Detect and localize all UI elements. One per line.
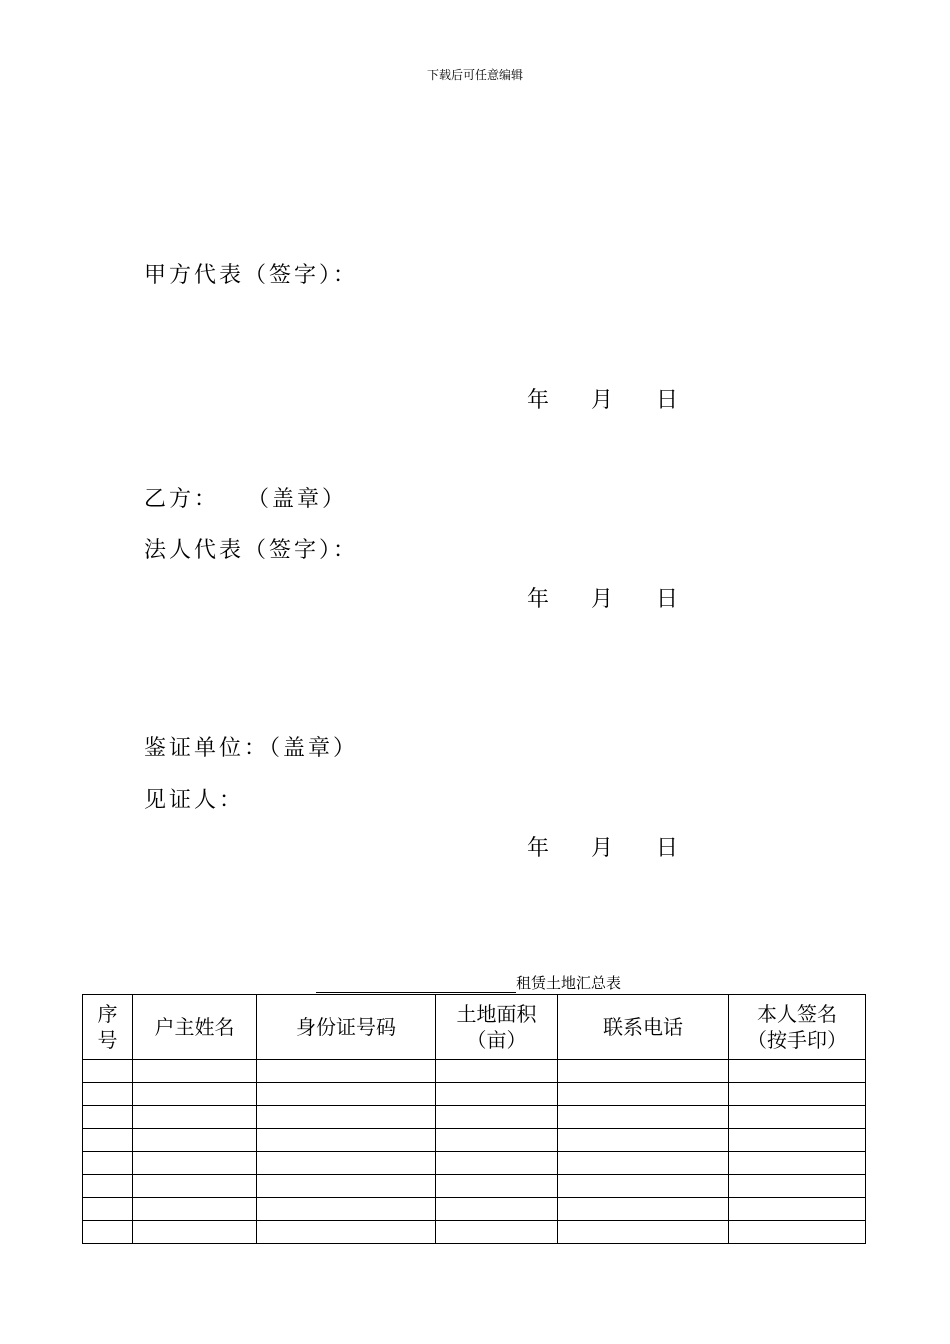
date-month: 月	[591, 836, 614, 861]
date-year: 年	[527, 587, 550, 612]
table-cell[interactable]	[83, 1152, 133, 1175]
table-cell[interactable]	[133, 1221, 257, 1244]
table-cell[interactable]	[558, 1083, 729, 1106]
table-cell[interactable]	[558, 1060, 729, 1083]
date-month: 月	[591, 587, 614, 612]
table-row	[83, 1083, 866, 1106]
table-cell[interactable]	[558, 1221, 729, 1244]
table-cell[interactable]	[83, 1175, 133, 1198]
table-cell[interactable]	[257, 1060, 436, 1083]
table-cell[interactable]	[558, 1129, 729, 1152]
table-cell[interactable]	[257, 1221, 436, 1244]
table-cell[interactable]	[436, 1083, 558, 1106]
table-title-blank-underline	[316, 975, 516, 993]
table-row	[83, 1198, 866, 1221]
table-cell[interactable]	[729, 1198, 866, 1221]
table-row	[83, 1060, 866, 1083]
table-cell[interactable]	[436, 1060, 558, 1083]
table-cell[interactable]	[83, 1060, 133, 1083]
date-line-witness	[0, 831, 950, 861]
table-cell[interactable]	[83, 1221, 133, 1244]
table-cell[interactable]	[436, 1106, 558, 1129]
date-year: 年	[527, 836, 550, 861]
table-cell[interactable]	[133, 1060, 257, 1083]
table-cell[interactable]	[729, 1129, 866, 1152]
table-row	[83, 1129, 866, 1152]
table-cell[interactable]	[436, 1175, 558, 1198]
table-row	[83, 1221, 866, 1244]
table-cell[interactable]	[133, 1083, 257, 1106]
party-b-label: 乙方： （盖章）	[144, 487, 348, 512]
header-signature: 本人签名 （按手印）	[729, 995, 866, 1060]
header-id-number: 身份证号码	[257, 995, 436, 1060]
table-cell[interactable]	[257, 1198, 436, 1221]
table-cell[interactable]	[729, 1060, 866, 1083]
header-phone: 联系电话	[558, 995, 729, 1060]
table-cell[interactable]	[729, 1106, 866, 1129]
table-cell[interactable]	[436, 1198, 558, 1221]
land-lease-summary-table	[82, 994, 866, 1244]
table-row	[83, 1152, 866, 1175]
table-row	[83, 1175, 866, 1198]
table-cell[interactable]	[257, 1083, 436, 1106]
table-cell[interactable]	[133, 1129, 257, 1152]
table-cell[interactable]	[257, 1152, 436, 1175]
table-cell[interactable]	[558, 1152, 729, 1175]
table-title-text: 租赁土地汇总表	[516, 974, 622, 992]
legal-representative-label: 法人代表（签字）：	[144, 538, 359, 563]
table-cell[interactable]	[436, 1152, 558, 1175]
table-cell[interactable]	[133, 1175, 257, 1198]
table-cell[interactable]	[436, 1221, 558, 1244]
table-cell[interactable]	[83, 1198, 133, 1221]
table-cell[interactable]	[257, 1106, 436, 1129]
date-year: 年	[527, 388, 550, 413]
date-day: 日	[656, 587, 679, 612]
header-householder-name: 户主姓名	[133, 995, 257, 1060]
table-cell[interactable]	[558, 1198, 729, 1221]
date-day: 日	[656, 836, 679, 861]
table-cell[interactable]	[133, 1152, 257, 1175]
table-cell[interactable]	[257, 1175, 436, 1198]
table-title	[316, 972, 621, 993]
table-cell[interactable]	[558, 1175, 729, 1198]
date-line-party-a	[0, 383, 950, 413]
header-land-area: 土地面积 （亩）	[436, 995, 558, 1060]
table-cell[interactable]	[83, 1083, 133, 1106]
table-cell[interactable]	[729, 1083, 866, 1106]
table-cell[interactable]	[83, 1106, 133, 1129]
date-line-party-b	[0, 582, 950, 612]
date-month: 月	[591, 388, 614, 413]
table-cell[interactable]	[729, 1152, 866, 1175]
table-cell[interactable]	[729, 1221, 866, 1244]
date-day: 日	[656, 388, 679, 413]
table-cell[interactable]	[133, 1198, 257, 1221]
table-row	[83, 1106, 866, 1129]
witness-unit-label: 鉴证单位：（盖章）	[144, 736, 359, 761]
party-a-representative-label: 甲方代表（签字）：	[144, 263, 359, 288]
table-header-row	[83, 995, 866, 1060]
table-cell[interactable]	[558, 1106, 729, 1129]
table-cell[interactable]	[729, 1175, 866, 1198]
witness-person-label: 见证人：	[144, 788, 245, 813]
header-note: 下载后可任意编辑	[426, 68, 523, 82]
table-cell[interactable]	[436, 1129, 558, 1152]
table-cell[interactable]	[133, 1106, 257, 1129]
table-cell[interactable]	[83, 1129, 133, 1152]
header-serial-number: 序 号	[83, 995, 133, 1060]
table-cell[interactable]	[257, 1129, 436, 1152]
